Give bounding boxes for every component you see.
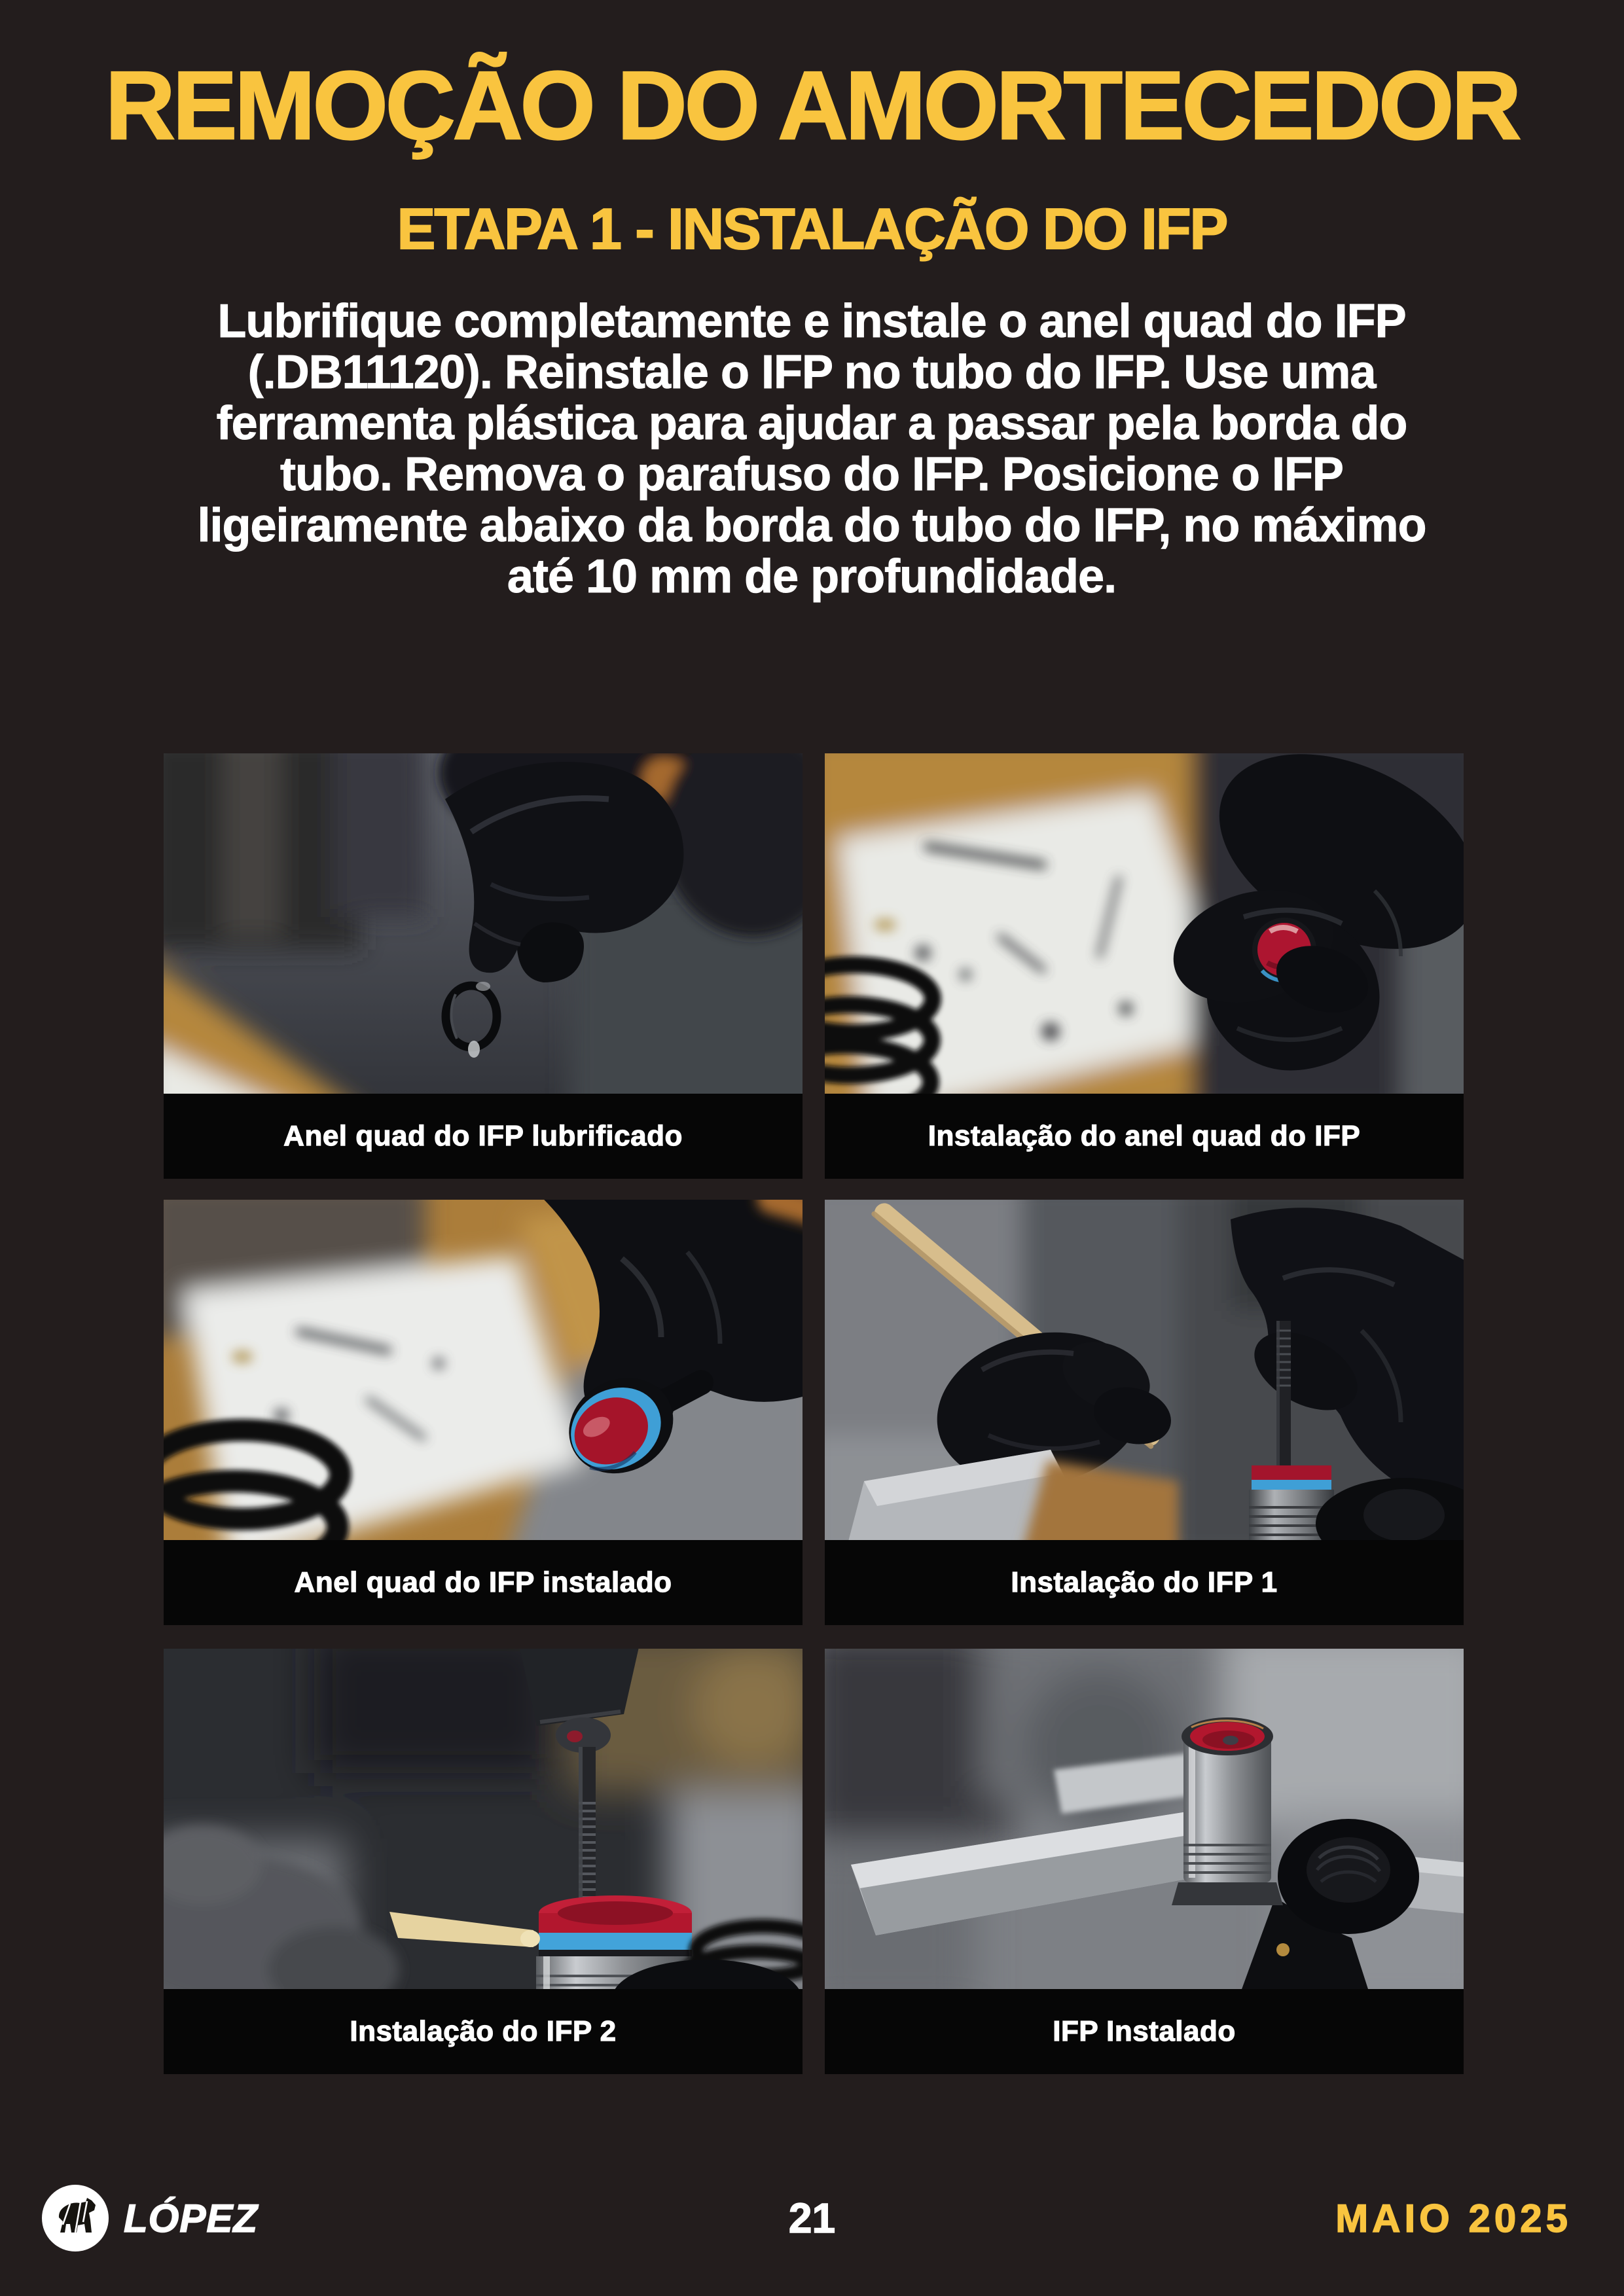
figure-5 bbox=[164, 1649, 803, 2074]
photo-anel-quad-lubrificado bbox=[164, 753, 803, 1094]
instructions-line: (.DB11120). Reinstale o IFP no tubo do IFP. Use uma bbox=[247, 346, 1376, 399]
figure-caption-bar bbox=[825, 1094, 1464, 1179]
instructions-line: tubo. Remova o parafuso do IFP. Posicione o IFP bbox=[280, 448, 1343, 501]
page-title: REMOÇÃO DO AMORTECEDOR bbox=[105, 52, 1519, 160]
figure-6 bbox=[825, 1649, 1464, 2074]
photo-instalacao-ifp-2 bbox=[164, 1649, 803, 1989]
instructions-paragraph bbox=[59, 296, 1564, 602]
instructions-line: ferramenta plástica para ajudar a passar pela borda do bbox=[216, 397, 1407, 450]
threaded-shaft bbox=[579, 1747, 596, 1914]
figure-4 bbox=[825, 1200, 1464, 1625]
figure-caption-text: Instalação do IFP 1 bbox=[1011, 1566, 1278, 1598]
figure-3 bbox=[164, 1200, 803, 1625]
shock-shaft bbox=[1276, 1321, 1291, 1478]
figure-caption-bar bbox=[164, 1094, 803, 1179]
figure-caption-bar bbox=[164, 1540, 803, 1625]
instructions-line: até 10 mm de profundidade. bbox=[507, 550, 1117, 603]
figure-caption-bar bbox=[825, 1989, 1464, 2074]
figure-caption-bar bbox=[825, 1540, 1464, 1625]
figure-1 bbox=[164, 753, 803, 1179]
photo-ifp-instalado bbox=[825, 1649, 1464, 1989]
figure-caption-text: Instalação do anel quad do IFP bbox=[928, 1120, 1361, 1152]
page-number: 21 bbox=[788, 2195, 836, 2242]
instructions-line: Lubrifique completamente e instale o anel quad do IFP bbox=[217, 295, 1406, 348]
ifp-tube bbox=[1172, 1717, 1283, 1905]
photo-anel-quad-instalado bbox=[164, 1200, 803, 1540]
brand-name: LÓPEZ bbox=[124, 2196, 259, 2240]
figure-caption-bar bbox=[164, 1989, 803, 2074]
figure-2 bbox=[825, 753, 1464, 1179]
photo-instalacao-ifp-1 bbox=[825, 1200, 1464, 1540]
footer-date: MAIO 2025 bbox=[1335, 2196, 1572, 2240]
page-subtitle: ETAPA 1 - INSTALAÇÃO DO IFP bbox=[397, 196, 1227, 261]
figure-caption-text: Instalação do IFP 2 bbox=[350, 2015, 617, 2047]
instructions-line: ligeiramente abaixo da borda do tubo do IFP, no máximo bbox=[197, 499, 1426, 552]
figure-caption-text: Anel quad do IFP lubrificado bbox=[283, 1120, 683, 1152]
figure-caption-text: Anel quad do IFP instalado bbox=[294, 1566, 672, 1598]
photo-instalacao-anel-quad bbox=[825, 753, 1464, 1094]
figure-caption-text: IFP Instalado bbox=[1053, 2015, 1236, 2047]
